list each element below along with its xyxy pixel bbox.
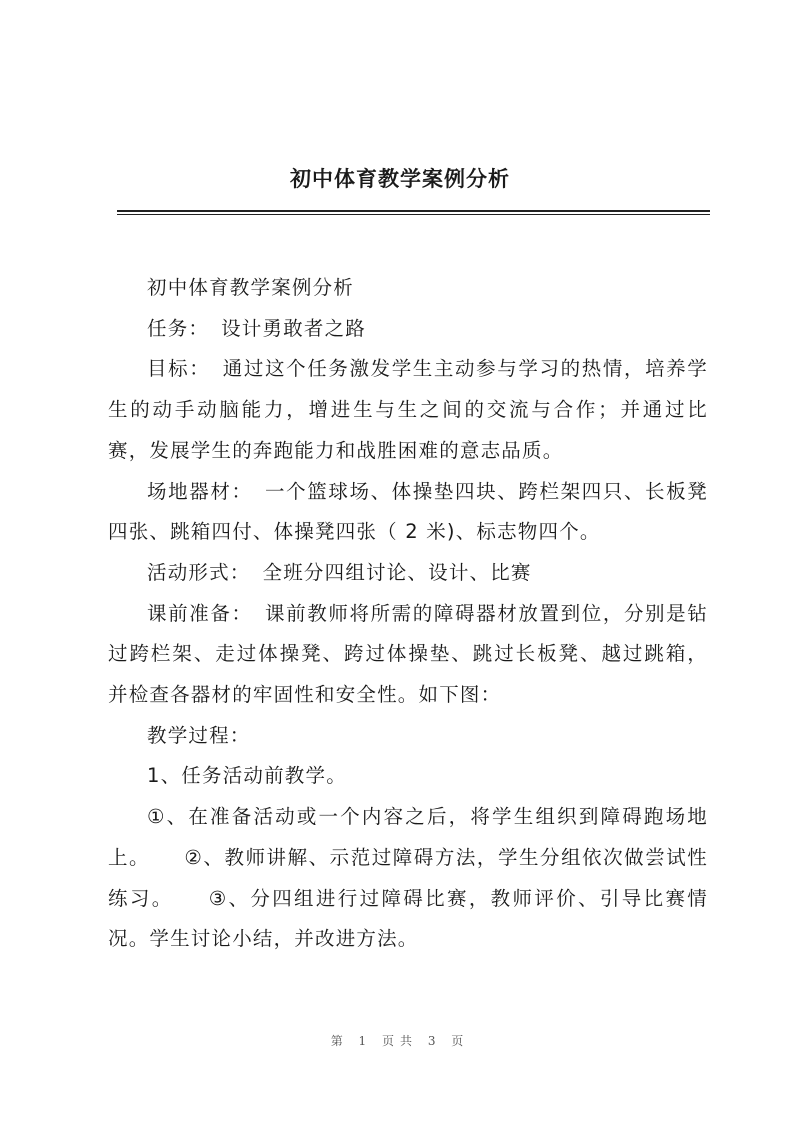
task-text: 设计勇敢者之路 xyxy=(221,316,367,340)
paragraph-activity-form xyxy=(108,553,708,594)
goal-text: 通过这个任务激发学生主动参与学习的热情，培养学生的动手动脑能力，增进生与生之间的交流与合作；并通过比赛，发展学生的奔跑能力和战胜困难的意志品质。 xyxy=(108,357,708,462)
goal-label: 目标： xyxy=(147,357,211,381)
step-1-text: 1、任务活动前教学。 xyxy=(147,764,347,788)
paragraph-substeps xyxy=(108,797,708,960)
preparation-label: 课前准备： xyxy=(147,601,253,625)
substep-3: ③、分四组进行过障碍比赛，教师评价、引导比赛情况。学生讨论小结，并改进方法。 xyxy=(108,886,708,951)
title-divider xyxy=(117,210,710,215)
paragraph-process xyxy=(108,716,708,757)
paragraph-heading xyxy=(108,268,708,309)
equipment-label: 场地器材： xyxy=(147,479,253,503)
equipment-text: 一个篮球场、体操垫四块、跨栏架四只、长板凳四张、跳箱四付、体操凳四张（ 2 米)、标志物四个。 xyxy=(108,479,708,544)
substep-2: ②、教师讲解、示范过障碍方法，学生分组依次做尝试性练习。 xyxy=(108,845,708,910)
paragraph-task xyxy=(108,309,708,350)
paragraph-equipment xyxy=(108,472,708,553)
document-body xyxy=(108,268,708,960)
preparation-text: 课前教师将所需的障碍器材放置到位，分别是钻过跨栏架、走过体操凳、跨过体操垫、跳过长板凳、越过跳箱，并检查各器材的牢固性和安全性。如下图： xyxy=(108,601,708,707)
substep-1: ①、在准备活动或一个内容之后，将学生组织到障碍跑场地上。 xyxy=(108,805,708,869)
task-label: 任务： xyxy=(147,316,210,340)
activity-form-label: 活动形式： xyxy=(147,560,251,584)
page-footer: 第 1 页共 3 页 xyxy=(330,1034,470,1048)
paragraph-goal xyxy=(108,349,708,471)
document-title: 初中体育教学案例分析 xyxy=(290,166,510,191)
activity-form-text: 全班分四组讨论、设计、比赛 xyxy=(262,560,532,584)
process-heading: 教学过程： xyxy=(147,723,251,747)
paragraph-step-1 xyxy=(108,756,708,797)
paragraph-preparation xyxy=(108,594,708,716)
heading-text: 初中体育教学案例分析 xyxy=(147,276,355,299)
